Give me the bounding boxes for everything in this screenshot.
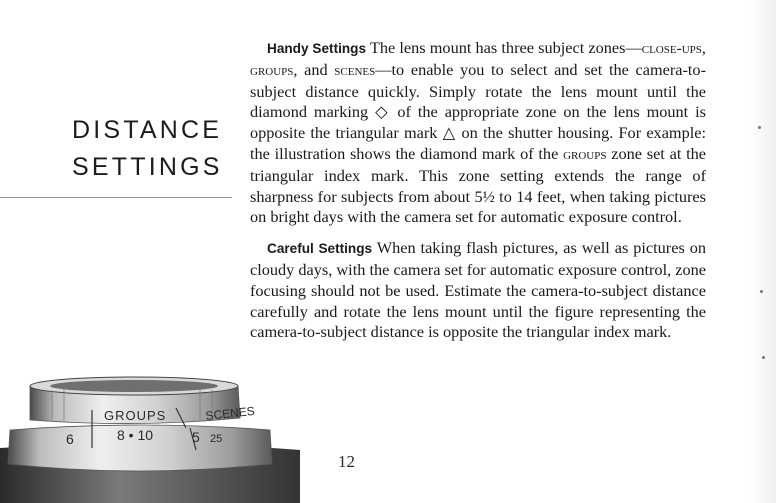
scale-number-left: 6 xyxy=(66,431,74,447)
text-run: zone set at the triangular index mark. This zone setting extends the range of sharpness for subjects from about 5½ to 14 feet, when taking pictures on bright days with the camera set for automatic exposure control. xyxy=(250,143,706,227)
zone-groups: groups xyxy=(250,61,294,79)
lens-glass xyxy=(50,380,218,392)
scale-number-far: 25 xyxy=(210,433,223,445)
paper-speck xyxy=(762,356,765,359)
zone-scenes: scenes xyxy=(334,61,376,79)
paper-speck xyxy=(758,126,761,129)
lead-careful-settings: Careful Settings xyxy=(267,241,373,257)
heading-rule xyxy=(0,197,232,198)
scale-scenes-label: SCENES xyxy=(204,403,256,423)
text-run: The lens mount has three subject zones— xyxy=(366,38,642,57)
page-edge-shadow xyxy=(750,0,776,503)
paper-speck xyxy=(760,290,763,293)
lead-handy-settings: Handy Settings xyxy=(267,41,367,56)
text-run: , xyxy=(701,38,706,57)
text-run: —to enable you to select and set the camera-to-subject distance quickly. Simply rotate the lens mount until the diamond marking ◇ of the appropriate zone on the lens mount is opposite the triangular mark △ on the shutter housing. For example: the illustration shows the diamond mark of the xyxy=(250,59,706,163)
scale-number-right: 5 xyxy=(192,429,200,445)
heading-line-settings: SETTINGS xyxy=(72,153,223,181)
zone-groups-example: groups xyxy=(563,145,607,163)
scale-groups-label: GROUPS xyxy=(104,408,167,423)
section-heading xyxy=(72,112,242,186)
body-text xyxy=(250,38,706,343)
text-run: , and xyxy=(293,59,335,79)
lens-mount-illustration xyxy=(0,368,300,503)
scale-number-mid: 8 • 10 xyxy=(117,427,154,443)
paragraph-careful-settings xyxy=(250,238,706,343)
text-run: When taking flash pictures, as well as pictures on cloudy days, with the camera set for automatic exposure control, zone focusing should not be used. Estimate the camera-to-subject distance carefully and rotate the lens mount until the figure representing the camera-to-subject distance is opposite the triangular index mark. xyxy=(250,238,706,342)
page-number: 12 xyxy=(338,452,355,471)
heading-line-distance: DISTANCE xyxy=(72,116,223,144)
paragraph-handy-settings xyxy=(250,38,706,228)
zone-close-ups: close-ups xyxy=(641,40,702,57)
